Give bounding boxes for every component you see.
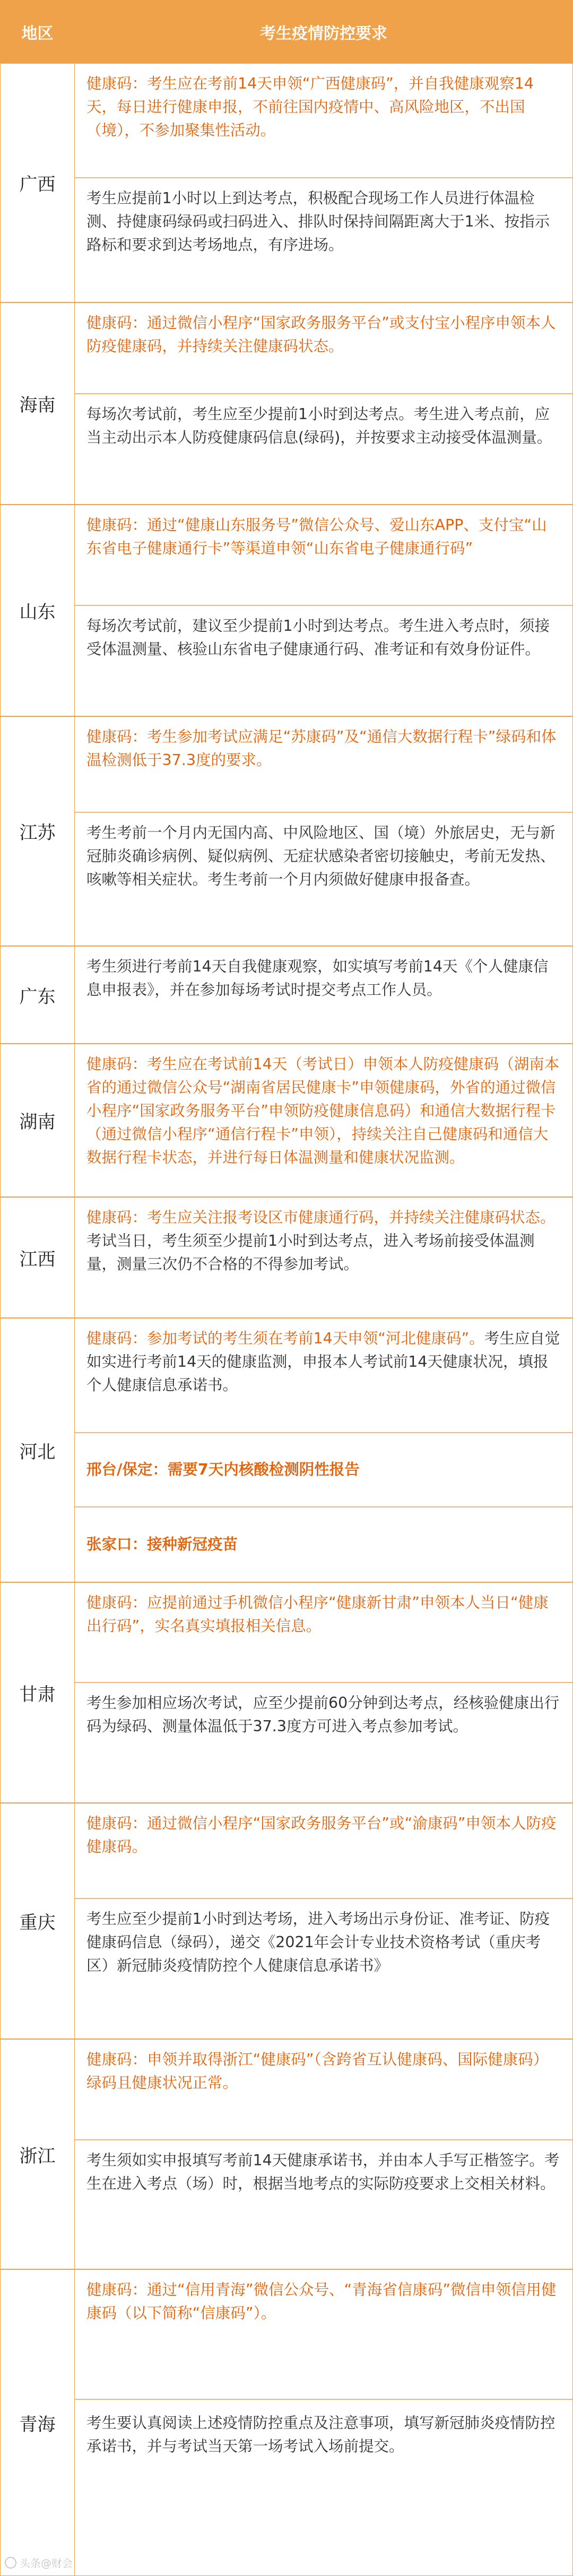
jiangxi-requirements (75, 1196, 572, 1317)
zhejiang-entry-rules: 考生须如实申报填写考前14天健康承诺书，并由本人手写正楷签字。考生在进入考点（场）时，根据当地考点的实际防疫要求上交相关材料。 (75, 2139, 572, 2269)
gansu-entry-rules: 考生参加相应场次考试，应至少提前60分钟到达考点，经核验健康出行码为绿码、测量体温低于37.3度方可进入考点参加考试。 (75, 1682, 572, 1802)
region-jiangxi: 江西 (1, 1196, 74, 1317)
shandong-entry-rules: 每场次考试前，建议至少提前1小时到达考点。考生进入考点时，须接受体温测量、核验山东省电子健康通行码、准考证和有效身份证件。 (75, 605, 572, 716)
region-hunan: 湖南 (1, 1043, 74, 1196)
jiangxi-health-code: 健康码：考生应关注报考设区市健康通行码，并持续关注健康码状态。 (86, 1209, 555, 1226)
header-region: 地区 (1, 1, 74, 63)
guangxi-entry-rules: 考生应提前1小时以上到达考点，积极配合现场工作人员进行体温检测、持健康码绿码或扫码进入、排队时保持间隔距离大于1米、按指示路标和要求到达考场地点，有序进场。 (75, 177, 572, 302)
jiangsu-health-declaration: 考生考前一个月内无国内高、中风险地区、国（境）外旅居史，无与新冠肺炎确诊病例、疑似病例、无症状感染者密切接触史，考前无发热、咳嗽等相关症状。考生考前一个月内须做好健康申报备查。 (75, 812, 572, 946)
watermark-text: 头条@财会 (20, 2557, 73, 2570)
hunan-health-code: 健康码：考生应在考试前14天（考试日）申领本人防疫健康码（湖南本省的通过微信公众号“湖南省居民健康卡”申领健康码，外省的通过微信小程序“国家政务服务平台”申领防疫健康信息码）和通信大数据行程卡（通过微信小程序“通信行程卡”申领），持续关注自己健康码和通信大数据行程卡状态，并进行每日体温测量和健康状况监测。 (75, 1043, 572, 1196)
shandong-health-code: 健康码：通过“健康山东服务号”微信公众号、爱山东APP、支付宝“山东省电子健康通行卡”等渠道申领“山东省电子健康通行码” (75, 504, 572, 605)
chongqing-health-code: 健康码：通过微信小程序“国家政务服务平台”或“渝康码”申领本人防疫健康码。 (75, 1802, 572, 1898)
watermark-logo-icon (5, 2557, 16, 2569)
region-hainan: 海南 (1, 302, 74, 504)
hebei-health-code: 健康码：参加考试的考生须在考前14天申领“河北健康码”。 (86, 1330, 484, 1347)
hainan-health-code: 健康码：通过微信小程序“国家政务服务平台”或支付宝小程序申领本人防疫健康码，并持续关注健康码状态。 (75, 302, 572, 393)
region-guangxi: 广西 (1, 63, 74, 302)
region-hebei: 河北 (1, 1317, 74, 1582)
header-requirements: 考生疫情防控要求 (75, 1, 572, 63)
region-qinghai: 青海 (1, 2269, 74, 2575)
qinghai-entry-rules: 考生要认真阅读上述疫情防控重点及注意事项，填写新冠肺炎疫情防控承诺书，并与考试当天第一场考试入场前提交。 (75, 2399, 572, 2553)
hebei-requirements (75, 1317, 572, 1432)
guangxi-health-code: 健康码：考生应在考前14天申领“广西健康码”，并自我健康观察14天，每日进行健康申报，不前往国内疫情中、高风险地区，不出国（境），不参加聚集性活动。 (75, 63, 572, 177)
region-zhejiang: 浙江 (1, 2039, 74, 2269)
region-guangdong: 广东 (1, 946, 74, 1043)
hainan-entry-rules: 每场次考试前，考生应至少提前1小时到达考点。考生进入考点前，应当主动出示本人防疫健康码信息(绿码)，并按要求主动接受体温测量。 (75, 393, 572, 504)
gansu-health-code: 健康码：应提前通过手机微信小程序“健康新甘肃”申领本人当日“健康出行码”，实名真实填报相关信息。 (75, 1582, 572, 1682)
region-gansu: 甘肃 (1, 1582, 74, 1802)
qinghai-health-code: 健康码：通过“信用青海”微信公众号、“青海省信康码”微信申领信用健康码（以下简称“信康码”）。 (75, 2269, 572, 2399)
jiangsu-health-code: 健康码：考生参加考试应满足“苏康码”及“通信大数据行程卡”绿码和体温检测低于37.3度的要求。 (75, 716, 572, 812)
region-chongqing: 重庆 (1, 1802, 74, 2039)
chongqing-entry-rules: 考生应至少提前1小时到达考场，进入考场出示身份证、准考证、防疫健康码信息（绿码），递交《2021年会计专业技术资格考试（重庆考区）新冠肺炎疫情防控个人健康信息承诺书》 (75, 1898, 572, 2039)
zhejiang-health-code: 健康码：申领并取得浙江“健康码”（含跨省互认健康码、国际健康码）绿码且健康状况正常。 (75, 2039, 572, 2139)
region-shandong: 山东 (1, 504, 74, 716)
guangdong-requirements: 考生须进行考前14天自我健康观察，如实填写考前14天《个人健康信息申报表》，并在参加每场考试时提交考点工作人员。 (75, 946, 572, 1043)
jiangxi-entry-rules: 考试当日，考生须至少提前1小时到达考点，进入考场前接受体温测量，测量三次仍不合格的不得参加考试。 (86, 1232, 535, 1273)
hebei-xingtai-baoding-rule: 邢台/保定：需要7天内核酸检测阴性报告 (75, 1432, 572, 1506)
region-jiangsu: 江苏 (1, 716, 74, 946)
watermark (5, 2555, 73, 2570)
hebei-health-monitoring: 考生应自觉如实进行考前14天的健康监测，申报本人考试前14天健康状况，填报个人健康信息承诺书。 (86, 1330, 560, 1394)
hebei-zhangjiakou-rule: 张家口：接种新冠疫苗 (75, 1506, 572, 1582)
